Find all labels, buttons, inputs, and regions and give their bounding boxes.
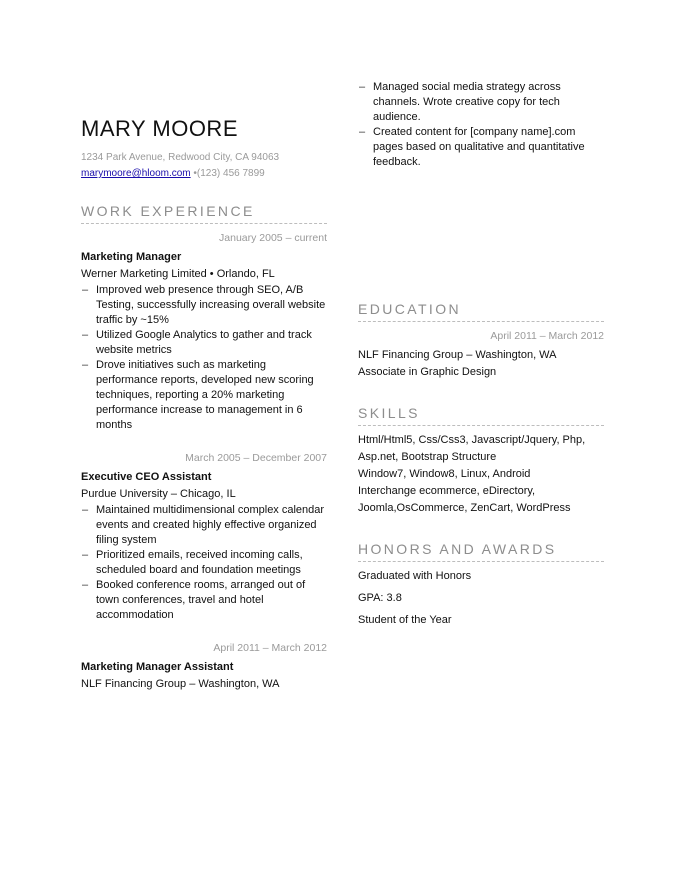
honor-item: Student of the Year (358, 614, 452, 626)
skills-list (358, 432, 604, 517)
job-dates: March 2005 – December 2007 (185, 452, 327, 464)
skills-heading: SKILLS (358, 404, 604, 426)
bullet-item: – Prioritized emails, received incoming calls, scheduled board and foundation meetings (81, 548, 327, 578)
job-bullets (81, 283, 327, 433)
skills-line: Window7, Window8, Linux, Android (358, 468, 531, 480)
education-dates: April 2011 – March 2012 (490, 330, 604, 342)
bullet-item: – Booked conference rooms, arranged out of town conferences, travel and hotel accommodation (81, 578, 327, 623)
job-role: Marketing Manager (81, 251, 182, 263)
bullet-item: – Utilized Google Analytics to gather and track website metrics (81, 328, 327, 358)
honors-list (358, 568, 604, 629)
right-column (358, 80, 604, 629)
bullet-item: – Created content for [company name].com pages based on qualitative and quantitative feedback. (358, 125, 604, 170)
job-entry (81, 640, 327, 692)
job-entry (81, 230, 327, 433)
work-experience-heading: WORK EXPERIENCE (81, 202, 327, 224)
job-dates: January 2005 – current (219, 232, 327, 244)
skills-line: Asp.net, Bootstrap Structure (358, 451, 497, 463)
phone: •(123) 456 7899 (190, 168, 265, 179)
education-degree: Associate in Graphic Design (358, 366, 497, 378)
skills-line: Html/Html5, Css/Css3, Javascript/Jquery, Php, (358, 434, 586, 446)
job-role: Executive CEO Assistant (81, 471, 212, 483)
contact-line (81, 165, 327, 183)
bullet-item: – Managed social media strategy across channels. Wrote creative copy for tech audience. (358, 80, 604, 125)
education-entry (358, 328, 604, 381)
address: 1234 Park Avenue, Redwood City, CA 94063 (81, 152, 280, 163)
job-entry (81, 450, 327, 623)
bullet-item: – Maintained multidimensional complex calendar events and created highly effective organized filing system (81, 503, 327, 548)
job-company: Werner Marketing Limited • Orlando, FL (81, 268, 275, 280)
job-bullets (81, 503, 327, 623)
skills-line: Joomla,OsCommerce, ZenCart, WordPress (358, 502, 571, 514)
candidate-name: MARY MOORE (81, 116, 238, 141)
job-bullets-continued (358, 80, 604, 170)
honor-item: GPA: 3.8 (358, 592, 402, 604)
job-dates: April 2011 – March 2012 (213, 642, 327, 654)
left-column (81, 116, 327, 692)
education-heading: EDUCATION (358, 300, 604, 322)
job-company: NLF Financing Group – Washington, WA (81, 678, 280, 690)
skills-line: Interchange ecommerce, eDirectory, (358, 485, 536, 497)
bullet-item: – Drove initiatives such as marketing performance reports, developed new scoring techniques, reporting a 20% marketing performance increase to management in 6 months (81, 358, 327, 433)
bullet-item: – Improved web presence through SEO, A/B Testing, successfully increasing overall website traffic by ~15% (81, 283, 327, 328)
email-link[interactable]: marymoore@hloom.com (81, 168, 191, 179)
honors-heading: HONORS AND AWARDS (358, 540, 604, 562)
job-role: Marketing Manager Assistant (81, 661, 234, 673)
education-institution: NLF Financing Group – Washington, WA (358, 349, 557, 361)
job-company: Purdue University – Chicago, IL (81, 488, 236, 500)
honor-item: Graduated with Honors (358, 570, 472, 582)
